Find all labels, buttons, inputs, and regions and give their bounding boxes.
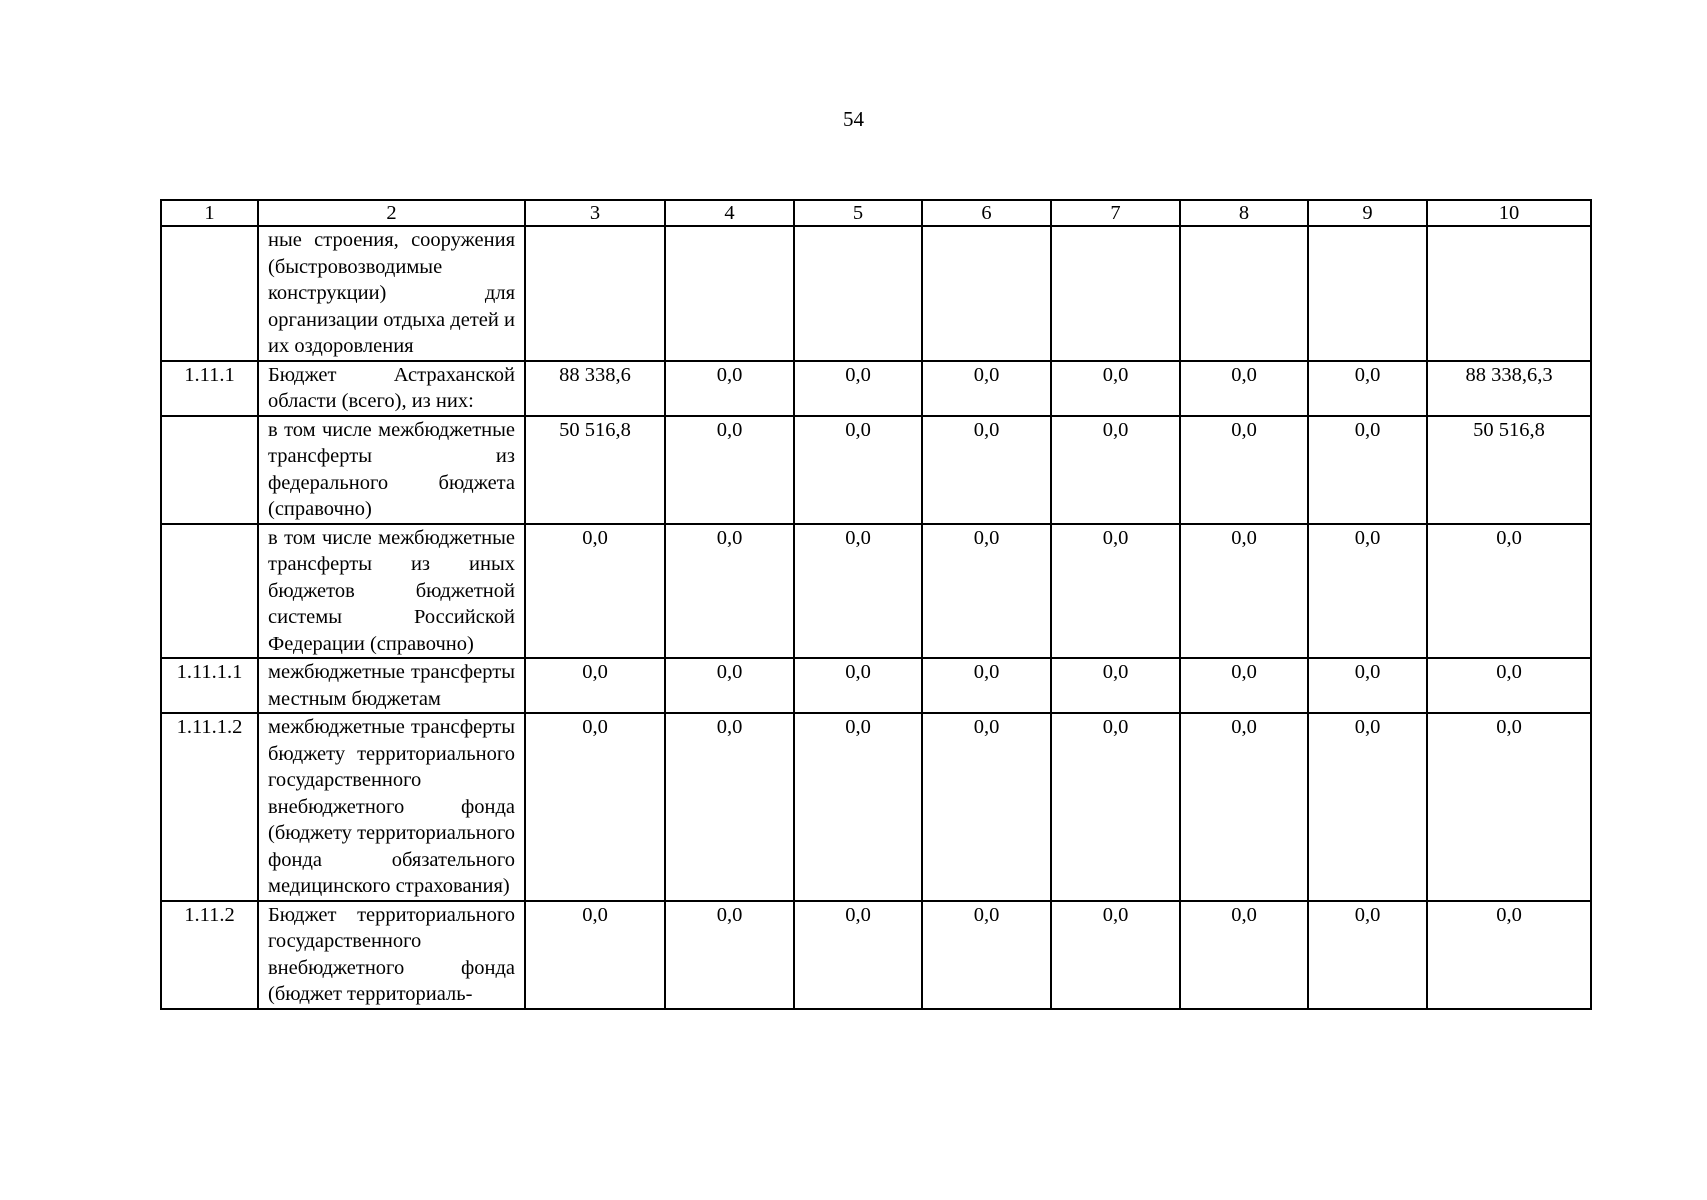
row-number: 1.11.1 — [161, 361, 258, 416]
value-cell: 0,0 — [1308, 416, 1427, 524]
value-cell: 88 338,6 — [525, 361, 665, 416]
value-cell: 0,0 — [665, 658, 794, 713]
value-cell: 0,0 — [525, 658, 665, 713]
table-row — [161, 226, 1591, 361]
value-cell: 0,0 — [665, 524, 794, 659]
value-cell: 0,0 — [1180, 901, 1308, 1009]
value-cell: 0,0 — [665, 361, 794, 416]
row-number — [161, 524, 258, 659]
value-cell: 0,0 — [1180, 361, 1308, 416]
row-number — [161, 226, 258, 361]
value-cell: 0,0 — [1308, 524, 1427, 659]
value-cell — [794, 226, 922, 361]
value-cell: 0,0 — [794, 901, 922, 1009]
value-cell: 0,0 — [794, 416, 922, 524]
row-description: в том числе межбюджетные трансферты из иных бюджетов бюджетной системы Российской Федерации (справочно) — [258, 524, 525, 659]
value-cell — [525, 226, 665, 361]
column-header: 1 — [161, 200, 258, 226]
value-cell: 0,0 — [1051, 416, 1180, 524]
value-cell — [1051, 226, 1180, 361]
value-cell: 0,0 — [1180, 524, 1308, 659]
page-number: 54 — [843, 107, 864, 131]
row-description: в том числе межбюджетные трансферты из федерального бюджета (справочно) — [258, 416, 525, 524]
value-cell: 0,0 — [665, 713, 794, 901]
value-cell — [665, 226, 794, 361]
value-cell: 0,0 — [922, 361, 1051, 416]
value-cell: 0,0 — [794, 361, 922, 416]
value-cell: 0,0 — [665, 901, 794, 1009]
value-cell: 0,0 — [525, 901, 665, 1009]
column-header: 3 — [525, 200, 665, 226]
column-header: 2 — [258, 200, 525, 226]
value-cell: 0,0 — [1180, 658, 1308, 713]
value-cell: 50 516,8 — [525, 416, 665, 524]
value-cell: 0,0 — [1051, 524, 1180, 659]
value-cell — [1180, 226, 1308, 361]
row-description: ные строения, сооружения (быстровозводимые конструкции) для организации отдыха детей и их оздоровления — [258, 226, 525, 361]
row-description: межбюджетные трансферты бюджету территориального государственного внебюджетного фонда (бюджету территориального фонда обязательного медицинского страхования) — [258, 713, 525, 901]
value-cell: 0,0 — [794, 713, 922, 901]
column-header: 4 — [665, 200, 794, 226]
value-cell: 0,0 — [922, 658, 1051, 713]
value-cell: 0,0 — [1427, 713, 1591, 901]
value-cell: 0,0 — [525, 524, 665, 659]
value-cell: 0,0 — [922, 901, 1051, 1009]
table-row — [161, 901, 1591, 1009]
column-header: 7 — [1051, 200, 1180, 226]
row-number: 1.11.2 — [161, 901, 258, 1009]
value-cell: 0,0 — [1308, 361, 1427, 416]
value-cell: 0,0 — [1308, 713, 1427, 901]
value-cell — [922, 226, 1051, 361]
value-cell: 0,0 — [1051, 658, 1180, 713]
value-cell: 0,0 — [1180, 713, 1308, 901]
value-cell: 0,0 — [1308, 658, 1427, 713]
value-cell: 0,0 — [922, 416, 1051, 524]
value-cell — [1427, 226, 1591, 361]
table-row — [161, 713, 1591, 901]
value-cell: 0,0 — [1051, 361, 1180, 416]
row-number: 1.11.1.2 — [161, 713, 258, 901]
value-cell: 0,0 — [794, 524, 922, 659]
value-cell: 0,0 — [922, 713, 1051, 901]
row-description: Бюджет территориального государственного внебюджетного фонда (бюджет территориаль- — [258, 901, 525, 1009]
row-description: межбюджетные трансферты местным бюджетам — [258, 658, 525, 713]
table-row — [161, 658, 1591, 713]
row-number: 1.11.1.1 — [161, 658, 258, 713]
value-cell: 50 516,8 — [1427, 416, 1591, 524]
column-header: 6 — [922, 200, 1051, 226]
value-cell: 88 338,6,3 — [1427, 361, 1591, 416]
value-cell: 0,0 — [1308, 901, 1427, 1009]
value-cell: 0,0 — [794, 658, 922, 713]
column-header: 8 — [1180, 200, 1308, 226]
budget-table — [160, 199, 1592, 1010]
header-row — [161, 200, 1591, 226]
column-header: 5 — [794, 200, 922, 226]
column-header: 9 — [1308, 200, 1427, 226]
table-row — [161, 524, 1591, 659]
value-cell: 0,0 — [922, 524, 1051, 659]
value-cell: 0,0 — [525, 713, 665, 901]
value-cell: 0,0 — [1180, 416, 1308, 524]
value-cell: 0,0 — [1051, 901, 1180, 1009]
value-cell — [1308, 226, 1427, 361]
column-header: 10 — [1427, 200, 1591, 226]
table-row — [161, 416, 1591, 524]
value-cell: 0,0 — [1427, 658, 1591, 713]
value-cell: 0,0 — [665, 416, 794, 524]
table-row — [161, 361, 1591, 416]
value-cell: 0,0 — [1051, 713, 1180, 901]
value-cell: 0,0 — [1427, 524, 1591, 659]
row-number — [161, 416, 258, 524]
value-cell: 0,0 — [1427, 901, 1591, 1009]
row-description: Бюджет Астраханской области (всего), из них: — [258, 361, 525, 416]
